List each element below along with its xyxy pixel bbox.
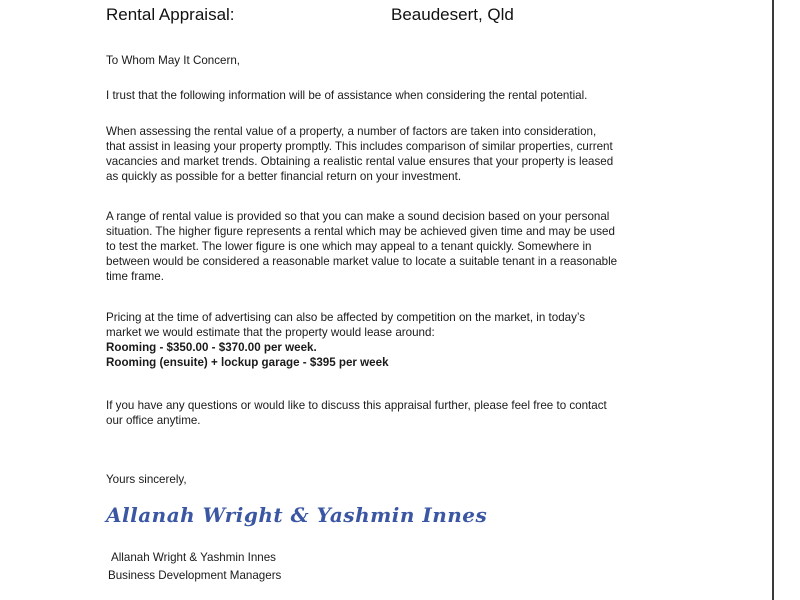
rate-rooming: Rooming - $350.00 - $370.00 per week. bbox=[106, 341, 317, 354]
rate-rooming-ensuite: Rooming (ensuite) + lockup garage - $395 per week bbox=[106, 356, 389, 369]
paragraph-intro bbox=[106, 88, 686, 103]
paragraph-pricing-text: Pricing at the time of advertising can also be affected by competition on the market, in today’s market we would estimate that the property would lease around: bbox=[106, 311, 586, 339]
paragraph-intro-text: I trust that the following information will be of assistance when considering the rental potential. bbox=[106, 89, 588, 102]
closing bbox=[106, 472, 686, 487]
page-edge-divider bbox=[772, 0, 774, 600]
paragraph-contact bbox=[106, 398, 686, 428]
document-heading-location: Beaudesert, Qld bbox=[391, 5, 514, 24]
paragraph-contact-text: If you have any questions or would like to discuss this appraisal further, please feel free to contact our office anytime. bbox=[106, 399, 607, 427]
document-heading-label: Rental Appraisal: bbox=[106, 5, 235, 24]
paragraph-pricing bbox=[106, 310, 686, 370]
salutation-text: To Whom May It Concern, bbox=[106, 54, 241, 67]
salutation bbox=[106, 53, 686, 68]
paragraph-range-text: A range of rental value is provided so that you can make a sound decision based on your personal situation. The higher figure represents a rental which may be achieved given time and may be used to test the market. The lower figure is one which may appeal to a tenant quickly. Somewhere in between would be considered a reasonable market value to locate a suitable tenant in a reasonable time frame. bbox=[106, 210, 618, 283]
signatory-title: Business Development Managers bbox=[108, 569, 282, 582]
paragraph-assessment-text: When assessing the rental value of a property, a number of factors are taken into consideration, that assist in leasing your property promptly. This includes comparison of similar properties, current vacancies and market trends. Obtaining a realistic rental value ensures that your property is leased as quickly as possible for a better financial return on your investment. bbox=[106, 125, 614, 183]
signatory-names: Allanah Wright & Yashmin Innes bbox=[111, 551, 276, 564]
handwritten-signature: Allanah Wright & Yashmin Innes bbox=[106, 503, 488, 527]
page-margin bbox=[774, 0, 800, 600]
closing-text: Yours sincerely, bbox=[106, 473, 187, 486]
paragraph-assessment bbox=[106, 124, 686, 184]
paragraph-range bbox=[106, 209, 686, 284]
